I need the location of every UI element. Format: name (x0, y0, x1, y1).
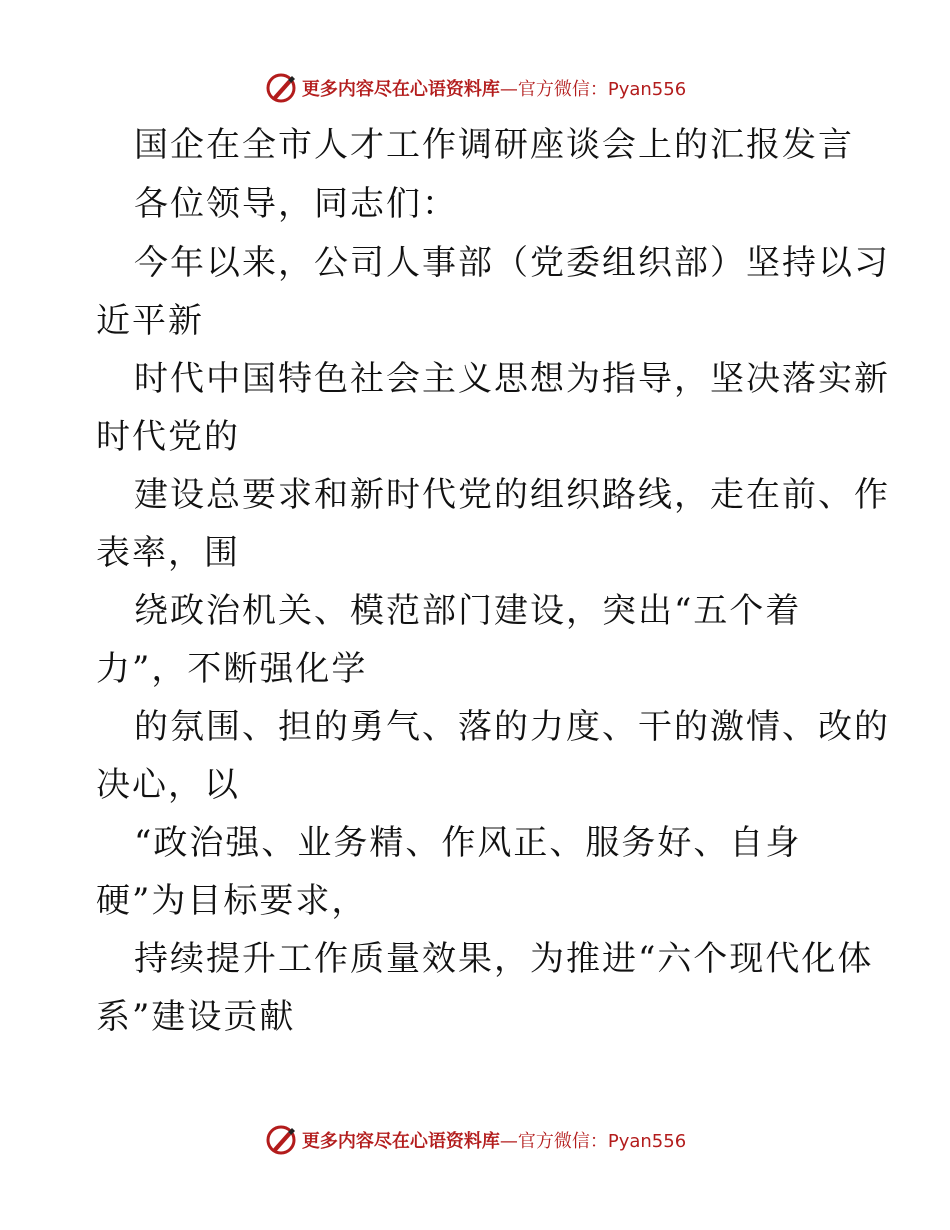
paragraph-line: 决心，以 (96, 765, 240, 805)
banner-main-text: 更多内容尽在心语资料库 (301, 1131, 500, 1152)
pen-logo-icon (264, 1123, 298, 1157)
paragraph-line: 绕政治机关、模范部门建设，突出“五个着 (134, 591, 802, 631)
paragraph-line: 近平新 (96, 301, 204, 341)
paragraph-line: 时代党的 (96, 417, 240, 457)
paragraph-line: 今年以来，公司人事部（党委组织部）坚持以习 (134, 243, 890, 283)
paragraph-line: 的氛围、担的勇气、落的力度、干的激情、改的 (134, 707, 890, 747)
paragraph-line: 力”，不断强化学 (96, 649, 368, 689)
document-title: 国企在全市人才工作调研座谈会上的汇报发言 (134, 125, 854, 165)
greeting: 各位领导，同志们： (134, 184, 458, 224)
paragraph-line: 系”建设贡献 (96, 997, 296, 1037)
paragraph-line: 持续提升工作质量效果，为推进“六个现代化体 (134, 939, 874, 979)
banner-sub-text: —官方微信：Pyan556 (499, 79, 687, 100)
paragraph-line: “政治强、业务精、作风正、服务好、自身 (134, 823, 802, 863)
header-banner (0, 68, 950, 108)
banner-main-text: 更多内容尽在心语资料库 (301, 79, 500, 100)
pen-logo-icon (264, 71, 298, 105)
paragraph-line: 表率，围 (96, 533, 240, 573)
paragraph-line: 建设总要求和新时代党的组织路线，走在前、作 (134, 475, 890, 515)
paragraph-line: 时代中国特色社会主义思想为指导，坚决落实新 (134, 359, 890, 399)
banner-sub-text: —官方微信：Pyan556 (499, 1131, 687, 1152)
footer-banner (0, 1120, 950, 1160)
paragraph-line: 硬”为目标要求， (96, 881, 368, 921)
